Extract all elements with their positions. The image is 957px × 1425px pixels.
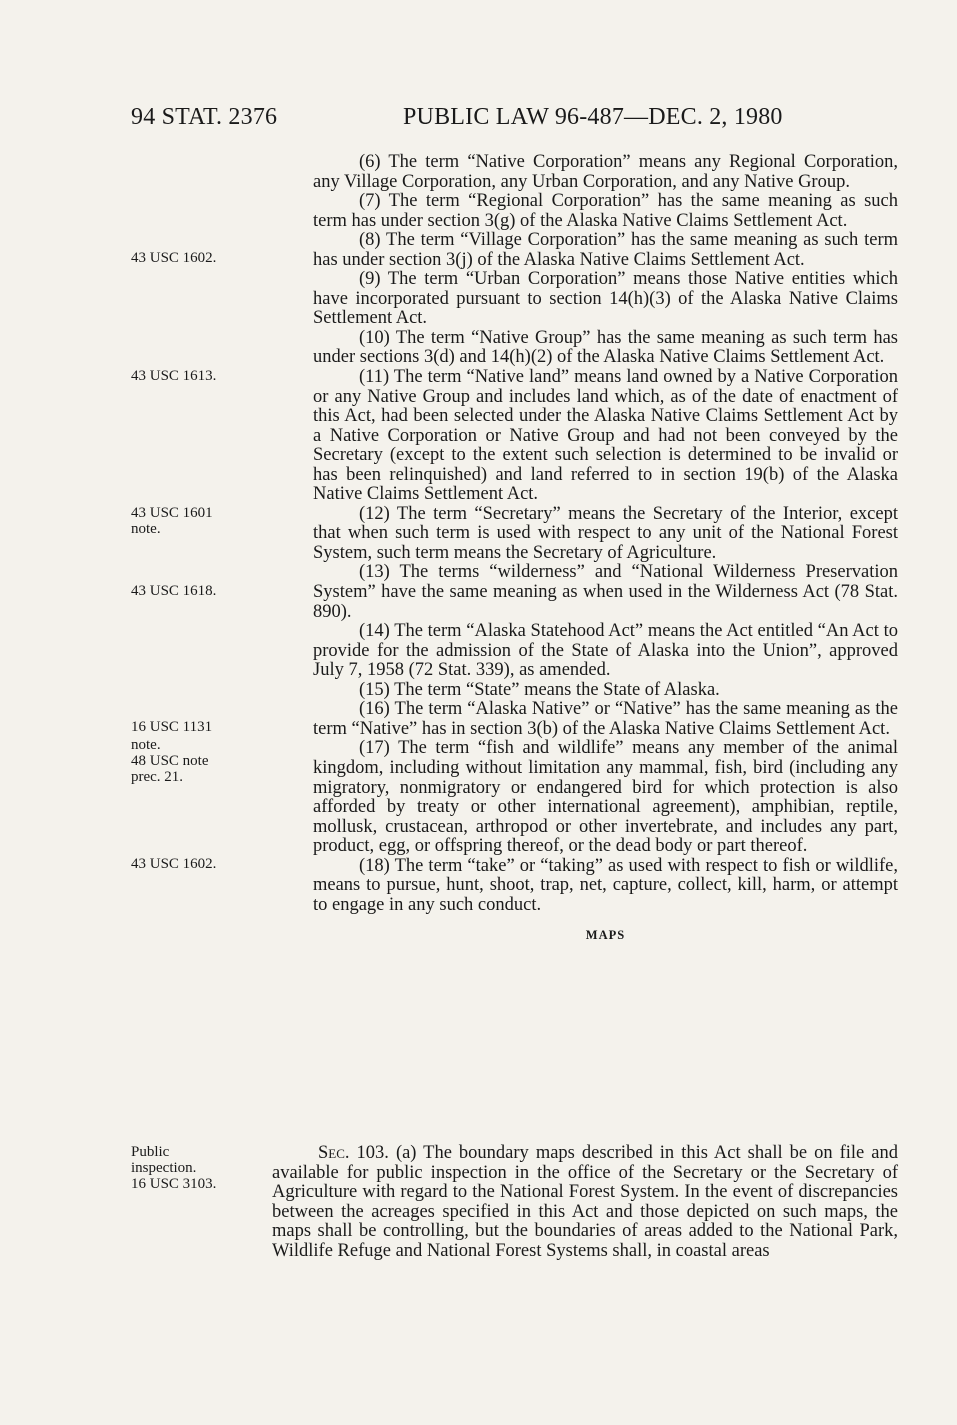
definition-paragraph: (7) The term “Regional Corporation” has the same meaning as such term has under section 3(g) of the Alaska Native Claims Settlement Act. (313, 191, 898, 231)
definition-paragraph: (11) The term “Native land” means land owned by a Native Corporation or any Native Group and includes land which, as of the date of enactment of this Act, had been selected under the Alaska Native Claims Settlement Act by a Native Corporation or Native Group and had not been conveyed by the Secretary (except to the extent such selection is determined to be invalid or has been relinquished) and land referred to in section 19(b) of the Alaska Native Claims Settlement Act. (313, 367, 898, 505)
margin-note: 43 USC 1602. (131, 856, 217, 872)
law-title: PUBLIC LAW 96-487—DEC. 2, 1980 (403, 104, 783, 130)
margin-note: prec. 21. (131, 769, 184, 785)
definitions-block (313, 153, 898, 957)
section-103-paragraph (272, 1144, 898, 1261)
definition-paragraph: (6) The term “Native Corporation” means any Regional Corporation, any Village Corporation, any Urban Corporation, and any Native Group. (313, 152, 898, 192)
definition-paragraph: (8) The term “Village Corporation” has the same meaning as such term has under section 3(j) of the Alaska Native Claims Settlement Act. (313, 230, 898, 270)
margin-note: 43 USC 1613. (131, 368, 217, 384)
stat-citation: 94 STAT. 2376 (131, 104, 278, 130)
definition-paragraph: (14) The term “Alaska Statehood Act” means the Act entitled “An Act to provide for the admission of the State of Alaska into the Union”, approved July 7, 1958 (72 Stat. 339), as amended. (313, 621, 898, 681)
margin-note: 43 USC 1601 (131, 505, 213, 521)
definition-paragraph: (12) The term “Secretary” means the Secretary of the Interior, except that when such term is used with respect to any unit of the National Forest System, such term means the Secretary of Agriculture. (313, 503, 898, 563)
margin-note: note. (131, 521, 161, 537)
definition-paragraph: (18) The term “take” or “taking” as used with respect to fish or wildlife, means to pursue, hunt, shoot, trap, net, capture, collect, kill, harm, or attempt to engage in any such conduct. (313, 855, 898, 915)
section-text: (a) The boundary maps described in this Act shall be on file and available for public inspection in the office of the Secretary or the Secretary of Agriculture with regard to the National Forest System. In the event of discrepancies between the acreages specified in this Act and those depicted on such maps, the maps shall be controlling, but the boundaries of areas added to the National Park, Wildlife Refuge and National Forest Systems shall, in coastal areas (272, 1143, 898, 1261)
margin-note: Public (131, 1144, 170, 1160)
margin-note: 16 USC 3103. (131, 1176, 217, 1192)
margin-note: 48 USC note (131, 753, 209, 769)
margin-note: 43 USC 1602. (131, 250, 217, 266)
definition-paragraph: (15) The term “State” means the State of Alaska. (359, 679, 720, 700)
margin-note: 16 USC 1131 (131, 719, 213, 735)
margin-note: note. (131, 737, 161, 753)
definition-paragraph: (16) The term “Alaska Native” or “Native” has the same meaning as the term “Native” has in section 3(b) of the Alaska Native Claims Settlement Act. (313, 699, 898, 739)
maps-heading: MAPS (585, 928, 626, 943)
definition-paragraph: (10) The term “Native Group” has the same meaning as such term has under sections 3(d) and 14(h)(2) of the Alaska Native Claims Settlement Act. (313, 327, 898, 368)
margin-note: inspection. (131, 1160, 197, 1176)
definition-paragraph: (13) The terms “wilderness” and “National Wilderness Preservation System” have the same meaning as when used in the Wilderness Act (78 Stat. 890). (313, 562, 898, 622)
page-header (131, 104, 901, 134)
margin-note: 43 USC 1618. (131, 583, 217, 599)
definition-paragraph: (17) The term “fish and wildlife” means any member of the animal kingdom, including without limitation any mammal, fish, bird (including any migratory, nonmigratory or endangered bird for which protection is also afforded by treaty or other international agreement), amphibian, reptile, mollusk, crustacean, arthropod or other invertebrate, and includes any part, product, egg, or offspring thereof, or the dead body or part thereof. (313, 738, 898, 857)
definition-paragraph: (9) The term “Urban Corporation” means those Native entities which have incorporated pursuant to section 14(h)(3) of the Alaska Native Claims Settlement Act. (313, 269, 898, 329)
section-label: Sec. 103. (318, 1143, 389, 1163)
